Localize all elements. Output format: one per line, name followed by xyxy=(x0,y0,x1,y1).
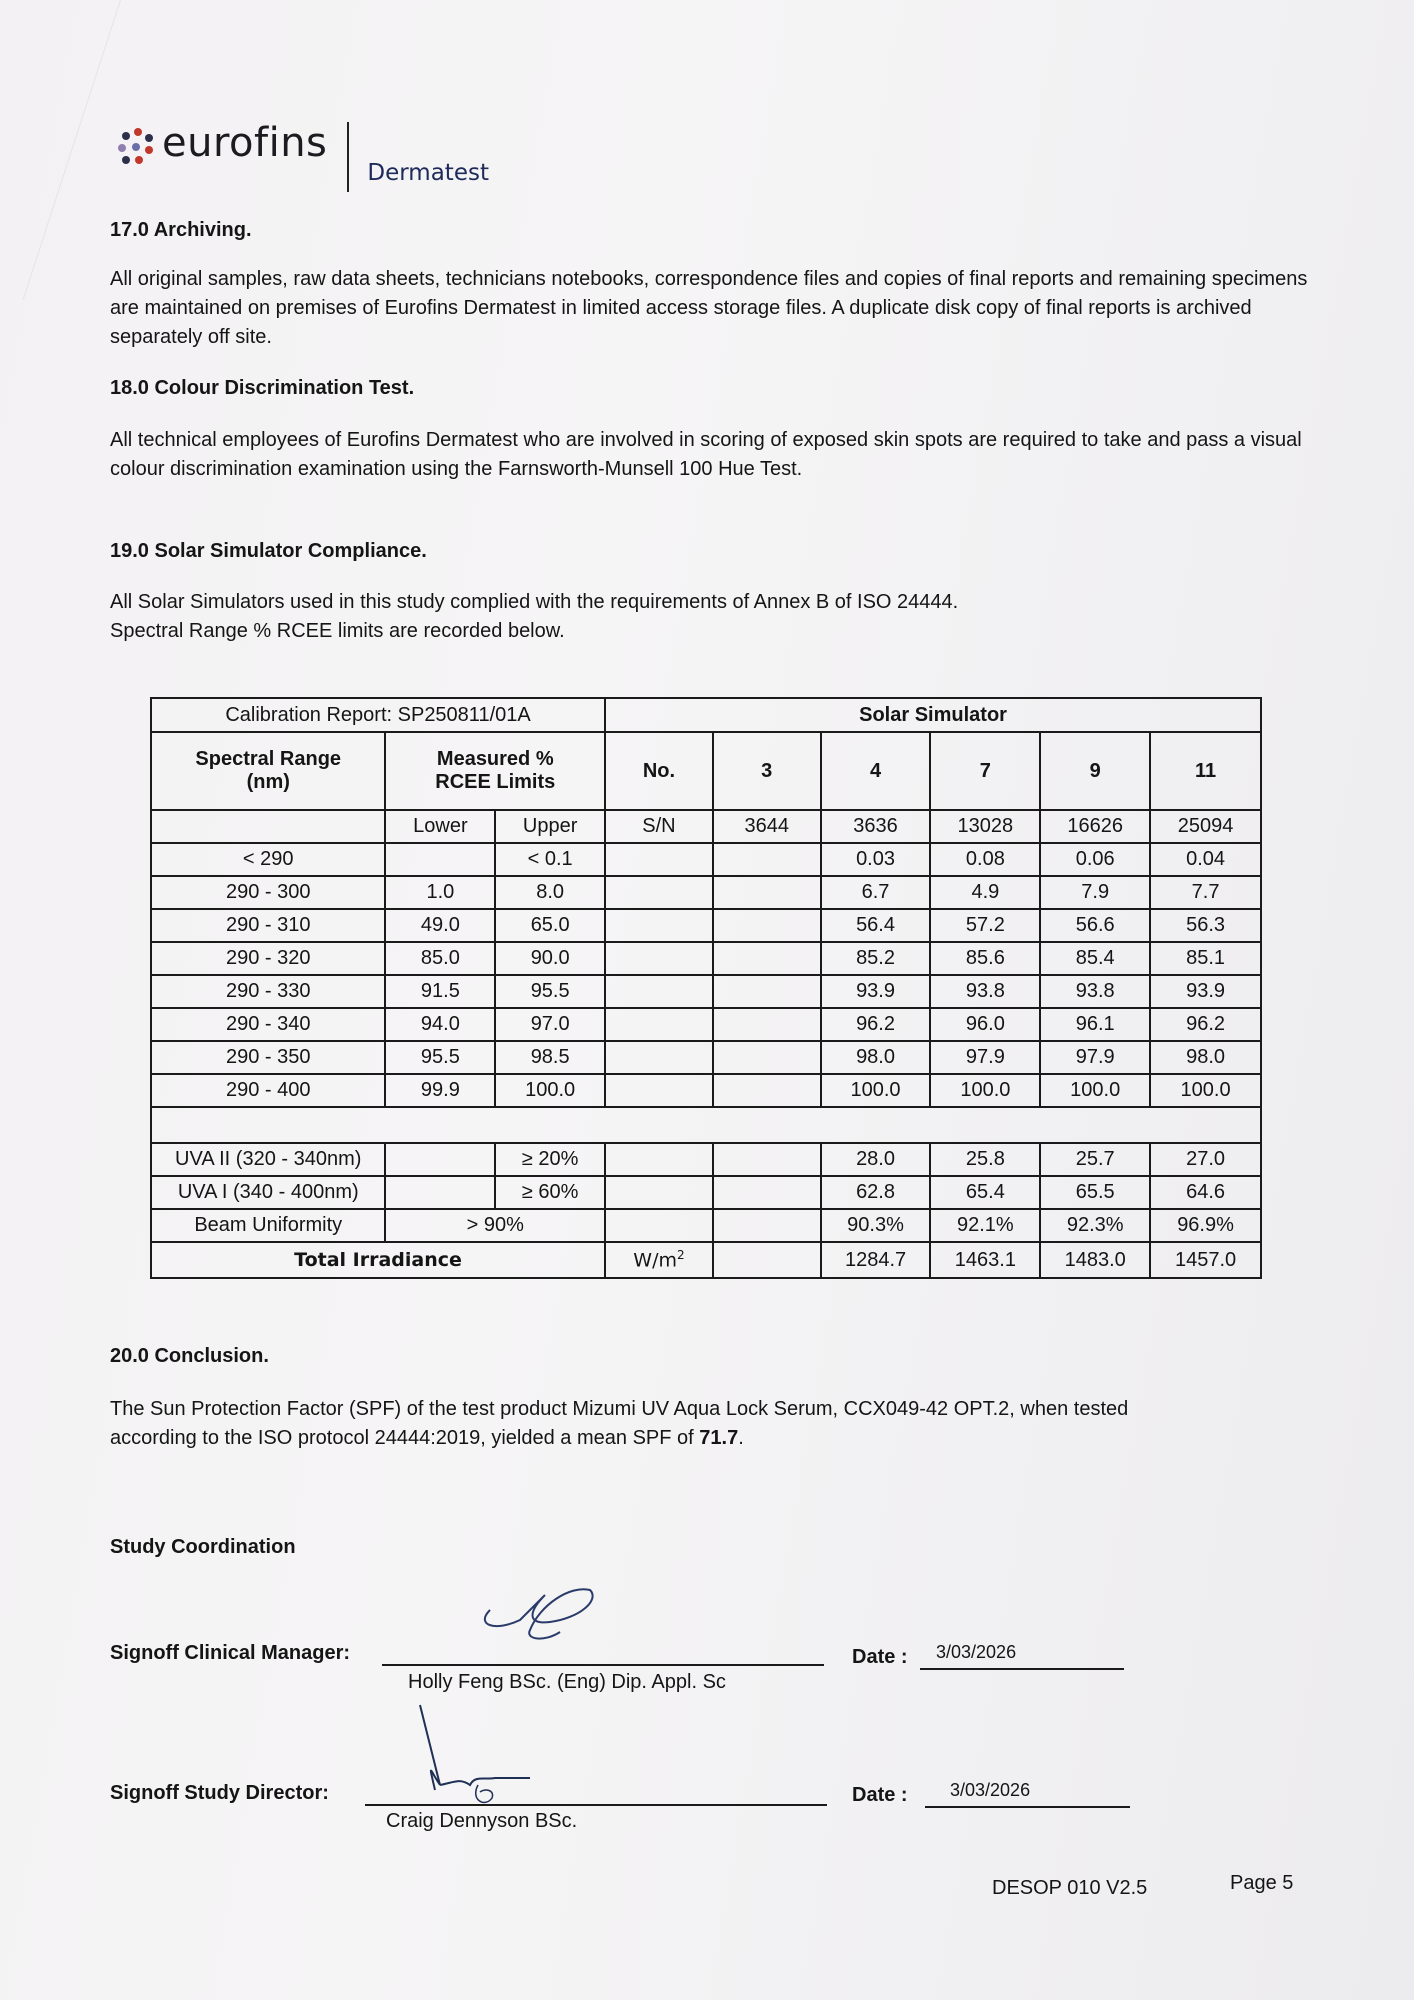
value-cell: 64.6 xyxy=(1150,1176,1261,1209)
value-cell: 6.7 xyxy=(821,876,931,909)
range-cell: 290 - 300 xyxy=(151,876,385,909)
study-director-signature-line xyxy=(365,1804,827,1806)
value-cell xyxy=(713,1176,821,1209)
unit-base: W/m xyxy=(633,1249,677,1272)
range-cell: 290 - 320 xyxy=(151,942,385,975)
upper-cell: 95.5 xyxy=(495,975,605,1008)
empty-cell xyxy=(605,975,713,1008)
value-cell xyxy=(713,1041,821,1074)
section-body-solar-1: All Solar Simulators used in this study complied with the requirements of Annex B of ISO 24444. xyxy=(110,591,959,613)
sim-no-cell: 11 xyxy=(1150,732,1261,810)
value-cell: 93.9 xyxy=(1150,975,1261,1008)
value-cell: 0.03 xyxy=(821,843,931,876)
table-row xyxy=(151,1176,1261,1209)
clinical-manager-date-label: Date : xyxy=(852,1646,908,1668)
measured-header-line2: RCEE Limits xyxy=(435,771,556,793)
value-cell: 96.9% xyxy=(1150,1209,1261,1242)
value-cell: 96.1 xyxy=(1040,1008,1150,1041)
value-cell: 85.6 xyxy=(930,942,1040,975)
value-cell: 1483.0 xyxy=(1040,1242,1150,1278)
upper-cell: 90.0 xyxy=(495,942,605,975)
value-cell: 85.1 xyxy=(1150,942,1261,975)
logo-divider xyxy=(347,122,349,192)
lower-cell: 85.0 xyxy=(385,942,495,975)
value-cell: 96.2 xyxy=(1150,1008,1261,1041)
value-cell xyxy=(713,1143,821,1176)
lower-cell: 95.5 xyxy=(385,1041,495,1074)
empty-cell xyxy=(605,942,713,975)
value-cell: 100.0 xyxy=(1150,1074,1261,1107)
spacer-row xyxy=(151,1107,1261,1143)
conclusion-period: . xyxy=(738,1427,744,1449)
table-row xyxy=(151,1041,1261,1074)
value-cell: 98.0 xyxy=(1150,1041,1261,1074)
clinical-manager-name: Holly Feng BSc. (Eng) Dip. Appl. Sc xyxy=(408,1671,726,1693)
clinical-manager-signature-line xyxy=(382,1664,824,1666)
empty-cell xyxy=(151,810,385,843)
table-row xyxy=(151,1143,1261,1176)
table-row xyxy=(151,1209,1261,1242)
value-cell: 25.7 xyxy=(1040,1143,1150,1176)
value-cell: 62.8 xyxy=(821,1176,931,1209)
range-cell: < 290 xyxy=(151,843,385,876)
value-cell: 96.0 xyxy=(930,1008,1040,1041)
section-body-colour: All technical employees of Eurofins Dermatest who are involved in scoring of exposed skin spots are required to take and pass a visual colour discrimination examination using the Farnsworth-Munsell 100 Hue Test. xyxy=(110,429,1302,480)
value-cell: 56.4 xyxy=(821,909,931,942)
value-cell: 0.06 xyxy=(1040,843,1150,876)
value-cell xyxy=(713,1074,821,1107)
upper-cell: 100.0 xyxy=(495,1074,605,1107)
upper-cell: 98.5 xyxy=(495,1041,605,1074)
value-cell: 96.2 xyxy=(821,1008,931,1041)
study-director-date-line xyxy=(925,1806,1130,1808)
value-cell: 93.8 xyxy=(1040,975,1150,1008)
sim-no-cell: 4 xyxy=(821,732,931,810)
table-row xyxy=(151,1074,1261,1107)
value-cell: 98.0 xyxy=(821,1041,931,1074)
spf-value: 71.7 xyxy=(699,1427,739,1449)
sim-no-cell: 3 xyxy=(713,732,821,810)
spectral-range-header-line2: (nm) xyxy=(246,771,290,793)
empty-cell xyxy=(605,1143,713,1176)
lower-cell: 99.9 xyxy=(385,1074,495,1107)
section-title-conclusion: 20.0 Conclusion. xyxy=(110,1345,269,1367)
serial-cell: 13028 xyxy=(930,810,1040,843)
upper-cell: 97.0 xyxy=(495,1008,605,1041)
value-cell xyxy=(713,942,821,975)
lower-cell: 94.0 xyxy=(385,1008,495,1041)
value-cell: 56.6 xyxy=(1040,909,1150,942)
page-number: Page 5 xyxy=(1230,1872,1294,1894)
value-cell: 7.7 xyxy=(1150,876,1261,909)
value-cell: 7.9 xyxy=(1040,876,1150,909)
value-cell: 97.9 xyxy=(930,1041,1040,1074)
serial-cell: 16626 xyxy=(1040,810,1150,843)
value-cell: 100.0 xyxy=(1040,1074,1150,1107)
paper-fold-shadow xyxy=(0,0,121,300)
value-cell: 56.3 xyxy=(1150,909,1261,942)
measured-header-line1: Measured % xyxy=(436,748,554,770)
sim-no-cell: 7 xyxy=(930,732,1040,810)
logo-wordmark: eurofins xyxy=(162,120,328,166)
clinical-manager-signature-icon xyxy=(470,1570,650,1650)
value-cell: 93.9 xyxy=(821,975,931,1008)
measured-limits-header xyxy=(385,732,605,810)
value-cell xyxy=(713,909,821,942)
value-cell: 27.0 xyxy=(1150,1143,1261,1176)
empty-cell xyxy=(605,1008,713,1041)
table-row xyxy=(151,876,1261,909)
study-director-date-label: Date : xyxy=(852,1784,908,1806)
empty-cell xyxy=(605,1209,713,1242)
uva2-label: UVA II (320 - 340nm) xyxy=(151,1143,385,1176)
section-title-solar: 19.0 Solar Simulator Compliance. xyxy=(110,540,427,562)
value-cell: 85.2 xyxy=(821,942,931,975)
value-cell: 65.4 xyxy=(930,1176,1040,1209)
clinical-manager-label: Signoff Clinical Manager: xyxy=(110,1642,351,1664)
beam-uniformity-limit: > 90% xyxy=(385,1209,605,1242)
table-row xyxy=(151,909,1261,942)
value-cell xyxy=(713,1209,821,1242)
value-cell: 65.5 xyxy=(1040,1176,1150,1209)
value-cell: 28.0 xyxy=(821,1143,931,1176)
value-cell xyxy=(713,843,821,876)
empty-cell xyxy=(605,1074,713,1107)
range-cell: 290 - 310 xyxy=(151,909,385,942)
value-cell: 4.9 xyxy=(930,876,1040,909)
range-cell: 290 - 400 xyxy=(151,1074,385,1107)
value-cell: 0.08 xyxy=(930,843,1040,876)
study-director-signature-icon xyxy=(400,1700,580,1810)
uva1-limit: ≥ 60% xyxy=(495,1176,605,1209)
uva1-label: UVA I (340 - 400nm) xyxy=(151,1176,385,1209)
total-irradiance-label: Total Irradiance xyxy=(151,1242,605,1278)
value-cell xyxy=(713,1242,821,1278)
eurofins-dots-icon xyxy=(118,128,156,166)
empty-cell xyxy=(605,876,713,909)
serial-cell: 3636 xyxy=(821,810,931,843)
logo-subtitle: Dermatest xyxy=(367,160,489,186)
section-body-conclusion-1: The Sun Protection Factor (SPF) of the test product Mizumi UV Aqua Lock Serum, CCX049-42 OPT.2, when tested xyxy=(110,1398,1129,1420)
table-row xyxy=(151,843,1261,876)
serial-cell: 25094 xyxy=(1150,810,1261,843)
lower-cell: 49.0 xyxy=(385,909,495,942)
section-title-colour: 18.0 Colour Discrimination Test. xyxy=(110,377,415,399)
range-cell: 290 - 330 xyxy=(151,975,385,1008)
irradiance-unit xyxy=(605,1242,713,1278)
table-row xyxy=(151,1242,1261,1278)
empty-cell xyxy=(605,1041,713,1074)
beam-uniformity-label: Beam Uniformity xyxy=(151,1209,385,1242)
value-cell xyxy=(713,876,821,909)
value-cell: 97.9 xyxy=(1040,1041,1150,1074)
section-body-solar-2: Spectral Range % RCEE limits are recorded below. xyxy=(110,620,565,642)
range-cell: 290 - 340 xyxy=(151,1008,385,1041)
document-code: DESOP 010 V2.5 xyxy=(992,1877,1148,1899)
section-body-conclusion-2 xyxy=(110,1424,1310,1453)
study-director-date: 3/03/2026 xyxy=(950,1780,1031,1800)
empty-cell xyxy=(605,1176,713,1209)
sim-no-cell: 9 xyxy=(1040,732,1150,810)
no-header: No. xyxy=(605,732,713,810)
value-cell: 100.0 xyxy=(930,1074,1040,1107)
value-cell: 100.0 xyxy=(821,1074,931,1107)
eurofins-logo xyxy=(118,118,489,192)
table-row xyxy=(151,1008,1261,1041)
serial-cell: 3644 xyxy=(713,810,821,843)
calibration-report-cell: Calibration Report: SP250811/01A xyxy=(151,698,605,732)
value-cell: 1463.1 xyxy=(930,1242,1040,1278)
section-title-archiving: 17.0 Archiving. xyxy=(110,219,252,241)
upper-cell: 8.0 xyxy=(495,876,605,909)
lower-cell: 1.0 xyxy=(385,876,495,909)
lower-cell: 91.5 xyxy=(385,975,495,1008)
value-cell: 25.8 xyxy=(930,1143,1040,1176)
study-director-label: Signoff Study Director: xyxy=(110,1782,329,1804)
range-cell: 290 - 350 xyxy=(151,1041,385,1074)
value-cell: 92.3% xyxy=(1040,1209,1150,1242)
conclusion-text: according to the ISO protocol 24444:2019, yielded a mean SPF of xyxy=(110,1427,700,1449)
sn-header: S/N xyxy=(605,810,713,843)
solar-simulator-header: Solar Simulator xyxy=(605,698,1261,732)
spectral-range-header-line1: Spectral Range xyxy=(195,748,342,770)
clinical-manager-date-line xyxy=(920,1668,1124,1670)
value-cell xyxy=(713,975,821,1008)
value-cell: 1284.7 xyxy=(821,1242,931,1278)
value-cell: 93.8 xyxy=(930,975,1040,1008)
study-coordination-heading: Study Coordination xyxy=(110,1536,296,1558)
unit-exponent: 2 xyxy=(676,1248,685,1263)
value-cell: 90.3% xyxy=(821,1209,931,1242)
clinical-manager-date: 3/03/2026 xyxy=(936,1642,1017,1662)
lower-cell xyxy=(385,843,495,876)
value-cell: 0.04 xyxy=(1150,843,1261,876)
value-cell: 1457.0 xyxy=(1150,1242,1261,1278)
section-body-archiving: All original samples, raw data sheets, technicians notebooks, correspondence files and copies of final reports and remaining specimens are maintained on premises of Eurofins Dermatest in limited access storage files. A duplicate disk copy of final reports is archived separately off site. xyxy=(110,268,1308,348)
value-cell: 92.1% xyxy=(930,1209,1040,1242)
empty-cell xyxy=(385,1143,495,1176)
table-row xyxy=(151,975,1261,1008)
table-row xyxy=(151,942,1261,975)
study-director-name: Craig Dennyson BSc. xyxy=(386,1810,578,1832)
value-cell: 57.2 xyxy=(930,909,1040,942)
upper-header: Upper xyxy=(495,810,605,843)
empty-cell xyxy=(605,909,713,942)
spectral-range-header xyxy=(151,732,385,810)
upper-cell: < 0.1 xyxy=(495,843,605,876)
value-cell xyxy=(713,1008,821,1041)
lower-header: Lower xyxy=(385,810,495,843)
value-cell: 85.4 xyxy=(1040,942,1150,975)
uva2-limit: ≥ 20% xyxy=(495,1143,605,1176)
rcee-limits-table xyxy=(150,697,1262,1279)
upper-cell: 65.0 xyxy=(495,909,605,942)
empty-cell xyxy=(385,1176,495,1209)
empty-cell xyxy=(605,843,713,876)
